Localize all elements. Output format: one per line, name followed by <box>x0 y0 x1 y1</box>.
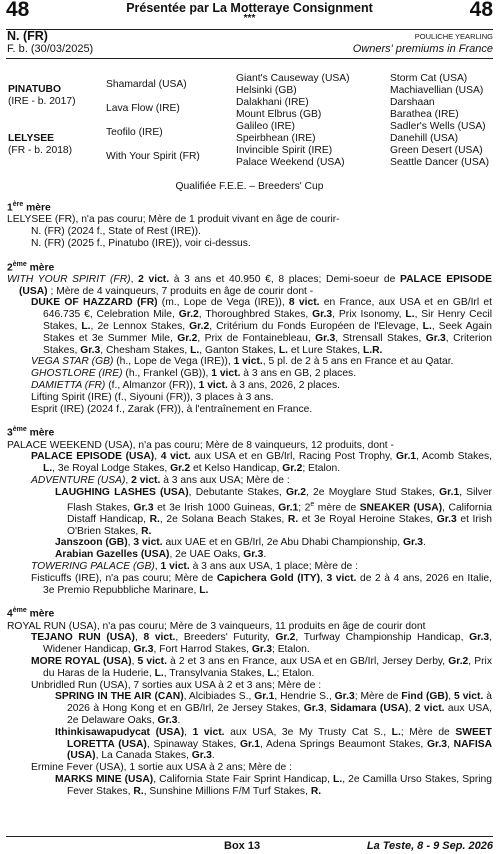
footer-divider <box>6 836 493 837</box>
generation-heading: 4ème mère <box>7 607 55 620</box>
pedigree-gen3: Palace Weekend (USA) <box>236 157 345 168</box>
pedigree-gen2: Teofilo (IRE) <box>106 127 163 138</box>
pedigree-gen4: Danehill (USA) <box>390 133 459 144</box>
pedigree-gen4: Storm Cat (USA) <box>390 73 468 84</box>
premium-note: Owners' premiums in France <box>352 43 493 55</box>
body-line: TEJANO RUN (USA), 8 vict., Breeders' Futurity, Gr.2, Turfway Championship Handicap, Gr.3, Widener Handicap, Gr.3, Fort Harrod Stakes, Gr.3; Etalon. <box>31 632 492 656</box>
qualification: Qualifiée F.E.E. – Breeders' Cup <box>175 181 324 192</box>
pedigree-gen4: Darshaan <box>390 97 435 108</box>
lot-number-left: 48 <box>6 0 30 21</box>
horse-row <box>7 30 493 43</box>
body-line: VEGA STAR (GB) (h., Lope de Vega (IRE)), 1 vict., 5 pl. de 2 à 5 ans en France et au Qatar. <box>31 356 454 368</box>
generation-heading: 2ème mère <box>7 260 55 274</box>
page-footer <box>0 840 493 852</box>
page-header <box>0 0 499 26</box>
body-line: PALACE WEEKEND (USA), n'a pas couru; Mère de 8 vainqueurs, 12 produits, dont - <box>7 439 394 451</box>
body-line: Unbridled Run (USA), 7 sorties aux USA à 2 et 3 ans; Mère de : <box>31 679 322 691</box>
sale-venue: La Teste, 8 - 9 Sep. 2026 <box>366 840 493 852</box>
body-line: Esprit (IRE) (2024 f., Zarak (FR)), à l'entraînement en France. <box>31 403 313 415</box>
generation-heading: 3ème mère <box>7 426 55 439</box>
box-number: Box 13 <box>224 840 261 852</box>
generation-heading: 1ère mère <box>7 201 51 214</box>
body-line: LELYSEE (FR), n'a pas couru; Mère de 1 produit vivant en âge de courir- <box>7 214 340 226</box>
consignor: Présentée par La Motteraye Consignment <box>126 1 373 15</box>
body-line: N. (FR) (2024 f., State of Rest (IRE)). <box>31 226 201 238</box>
body-line: ROYAL RUN (USA), n'a pas couru; Mère de 3 vainqueurs, 11 produits en âge de courir dont <box>7 620 426 632</box>
body-line: WITH YOUR SPIRIT (FR), 2 vict. à 3 ans et 40.950 €, 8 places; Demi-soeur de PALACE EPISODE (USA) ; Mère de 4 vainqueurs, 7 produits en âge de courir dont - <box>7 273 492 297</box>
pedigree-gen3: Invincible Spirit (IRE) <box>236 145 333 156</box>
lot-number-right: 48 <box>469 0 493 21</box>
body-line: MARKS MINE (USA), California State Fair Sprint Handicap, L., 2e Camilla Urso Stakes, Spring Fever Stakes, R., Sunshine Millions F/M Turf Stakes, R. <box>55 773 493 797</box>
body-line: MORE ROYAL (USA), 5 vict. à 2 et 3 ans en France, aux USA et en GB/Irl, Jersey Derby, Gr.2, Prix du Haras de la Huderie, L., Transylvania Stakes, L.; Etalon. <box>31 656 492 679</box>
dam-name: LELYSEE <box>8 133 54 144</box>
body-line: Ithinkisawapudycat (USA), 1 vict. aux USA, 3e My Trusty Cat S., L.; Mère de SWEET LORETTA (USA), Spinaway Stakes, Gr.1, Adena Springs Beaumont Stakes, Gr.3, NAFISA (USA), La Canada Stakes, Gr.3. <box>55 726 492 762</box>
birth-info: F. b. (30/03/2025) <box>7 43 94 55</box>
pedigree-divider <box>6 58 493 59</box>
stars: *** <box>243 13 256 24</box>
body-line: N. (FR) (2025 f., Pinatubo (IRE)), voir ci-dessus. <box>31 237 251 249</box>
pedigree-gen4: Sadler's Wells (USA) <box>390 121 486 132</box>
pedigree-gen3: Mount Elbrus (GB) <box>236 109 322 120</box>
pedigree-gen4: Machiavellian (USA) <box>390 85 484 96</box>
body-line: Ermine Fever (USA), 1 sortie aux USA à 2 ans; Mère de : <box>31 762 292 774</box>
dam-detail: (FR - b. 2018) <box>8 145 73 156</box>
body-line: Lifting Spirit (IRE) (f., Siyouni (FR)), 3 places à 3 ans. <box>31 391 274 403</box>
horse-category: POULICHE YEARLING <box>414 32 493 41</box>
body-line: TOWERING PALACE (GB), 1 vict. à 3 ans aux USA, 1 place; Mère de : <box>31 561 358 572</box>
pedigree-gen3: Giant's Causeway (USA) <box>236 73 350 84</box>
body-line: DAMIETTA (FR) (f., Almanzor (FR)), 1 vict. à 3 ans, 2026, 2 places. <box>31 380 341 391</box>
pedigree-gen4: Seattle Dancer (USA) <box>390 157 490 168</box>
pedigree-gen3: Dalakhani (IRE) <box>236 97 309 108</box>
pedigree-gen4: Green Desert (USA) <box>390 145 483 156</box>
body-line: DUKE OF HAZZARD (FR) (m., Lope de Vega (IRE)), 8 vict. en France, aux USA et en GB/Irl et 646.735 €, Celebration Mile, Gr.2, Thoroughbred Stakes, Gr.3, Prix Isonomy, L., Sir Henry Cecil Stakes, L., 2e Lennox Stakes, Gr.2, Critérium du Fonds Européen de l'Elevage, L., Seek Again Stakes et 3e Summer Mile, Gr.2, Prix de Fontainebleau, Gr.3, Strensall Stakes, Gr.3, Criterion Stakes, Gr.3, Chesham Stakes, L., Ganton Stakes, L. et Lure Stakes, L.R. <box>31 297 492 356</box>
sire-name: PINATUBO <box>8 84 62 95</box>
pedigree-gen3: Galileo (IRE) <box>236 121 295 132</box>
body-line: Fisticuffs (IRE), n'a pas couru; Mère de Capichera Gold (ITY), 3 vict. de 2 à 4 ans, 2026 en Italie, 3e Premio Repubbliche Marinare, L. <box>31 572 492 596</box>
pedigree-gen2: Shamardal (USA) <box>106 79 187 90</box>
body-line: ADVENTURE (USA), 2 vict. à 3 ans aux USA; Mère de : <box>31 475 290 486</box>
body-line: Arabian Gazelles (USA), 2e UAE Oaks, Gr.3. <box>55 549 267 561</box>
pedigree-gen2: Lava Flow (IRE) <box>106 103 180 114</box>
pedigree-gen4: Barathea (IRE) <box>390 109 459 120</box>
pedigree-gen3: Speirbhean (IRE) <box>236 133 316 144</box>
pedigree-gen2: With Your Spirit (FR) <box>106 151 200 162</box>
birth-row <box>7 43 493 56</box>
body-line: GHOSTLORE (IRE) (h., Frankel (GB)), 1 vict. à 3 ans en GB, 2 places. <box>31 368 357 380</box>
body-line: Janszoon (GB), 3 vict. aux UAE et en GB/Irl, 2e Abu Dhabi Championship, Gr.3. <box>55 537 426 549</box>
pedigree-gen3: Helsinki (GB) <box>236 85 297 96</box>
body-line: PALACE EPISODE (USA), 4 vict. aux USA et en GB/Irl, Racing Post Trophy, Gr.1, Acomb Stakes, L., 3e Royal Lodge Stakes, Gr.2 et Kelso Handicap, Gr.2; Etalon. <box>31 451 493 475</box>
catalogue-body <box>7 199 492 798</box>
body-line: SPRING IN THE AIR (CAN), Alcibiades S., Gr.1, Hendrie S., Gr.3; Mère de Find (GB), 5 vict. à 2026 à Hong Kong et en GB/Irl, 2e Jersey Stakes, Gr.3, Sidamara (USA), 2 vict. aux USA, 2e Delaware Oaks, Gr.3. <box>55 691 492 726</box>
body-line: LAUGHING LASHES (USA), Debutante Stakes, Gr.2, 2e Moyglare Stud Stakes, Gr.1, Silver Flash Stakes, Gr.3 et 3e Irish 1000 Guineas, Gr.1; 2e mère de SNEAKER (USA), California Distaff Handicap, R., 2e Solana Beach Stakes, R. et 3e Royal Heroine Stakes, Gr.3 et Irish O'Brien Stakes, R. <box>55 486 493 537</box>
sire-detail: (IRE - b. 2017) <box>8 96 76 107</box>
horse-name: N. (FR) <box>7 29 48 43</box>
